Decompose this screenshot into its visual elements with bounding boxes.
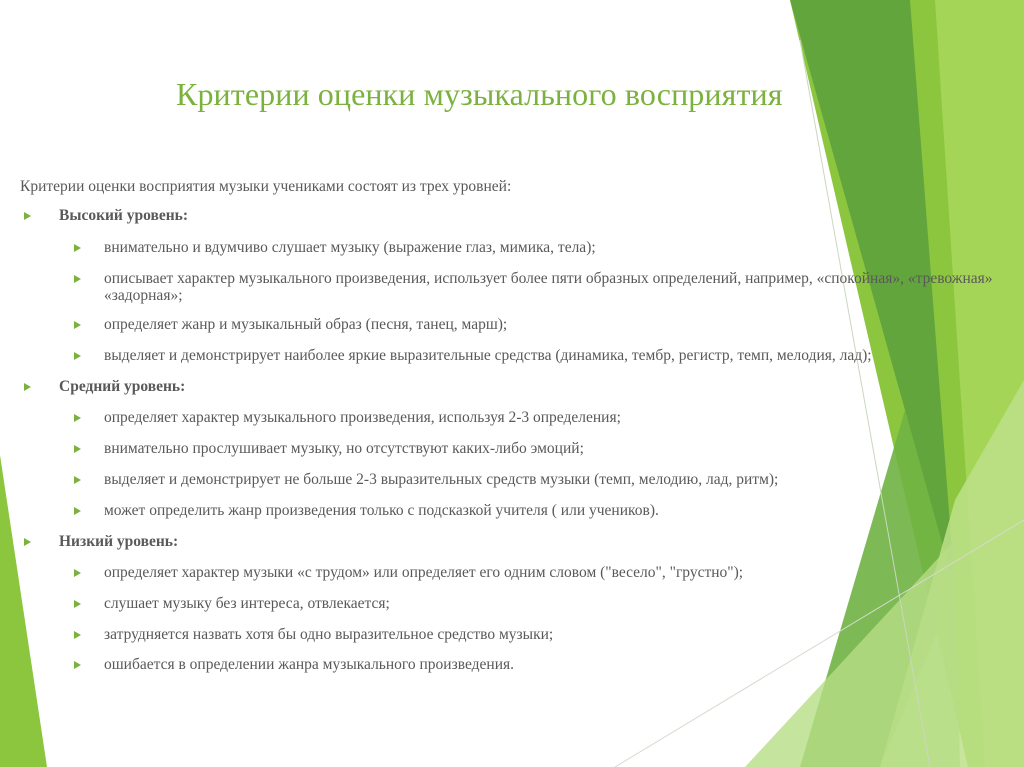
bullet-arrow-icon [74,631,81,639]
bullet-arrow-icon [74,244,81,252]
list-item: внимательно и вдумчиво слушает музыку (выражение глаз, мимика, тела); [104,239,596,256]
left-green-band [0,455,47,767]
bullet-arrow-icon [24,538,31,546]
bullet-arrow-icon [74,476,81,484]
list-item: определяет характер музыкального произведения, используя 2-3 определения; [104,409,621,426]
list-item: выделяет и демонстрирует наиболее яркие выразительные средства (динамика, тембр, регистр, темп, мелодия, лад); [104,347,872,364]
bullet-arrow-icon [74,275,81,283]
list-item: выделяет и демонстрирует не больше 2-3 выразительных средств музыки (темп, мелодию, лад, ритм); [104,471,779,488]
list-item: определяет характер музыки «с трудом» или определяет его одним словом ("весело", "грустно"); [104,564,744,581]
bullet-arrow-icon [74,445,81,453]
list-item: ошибается в определении жанра музыкального произведения. [104,656,514,673]
bullet-arrow-icon [74,569,81,577]
list-item: слушает музыку без интереса, отвлекается; [104,595,390,612]
list-item: описывает характер музыкального произведения, использует более пяти образных определений, например, «спокойная», «тревожная» «задорная»; [104,270,993,304]
list-item: внимательно прослушивает музыку, но отсутствуют каких-либо эмоций; [104,440,584,457]
slide-title: Критерии оценки музыкального восприятия [176,76,783,112]
level-heading-low: Низкий уровень: [59,533,179,550]
bullet-arrow-icon [24,212,31,220]
level-heading-medium: Средний уровень: [59,378,186,395]
list-item: затрудняется назвать хотя бы одно выразительное средство музыки; [104,626,554,643]
list-item: может определить жанр произведения только с подсказкой учителя ( или учеников). [104,502,659,519]
intro-text: Критерии оценки восприятия музыки учениками состоят из трех уровней: [20,178,512,195]
bullet-arrow-icon [74,321,81,329]
bullet-arrow-icon [74,414,81,422]
bullet-arrow-icon [74,352,81,360]
bullet-arrow-icon [24,383,31,391]
bullet-arrow-icon [74,600,81,608]
list-item: определяет жанр и музыкальный образ (песня, танец, марш); [104,316,508,333]
bullet-arrow-icon [74,661,81,669]
level-heading-high: Высокий уровень: [59,207,189,224]
bullet-arrow-icon [74,507,81,515]
